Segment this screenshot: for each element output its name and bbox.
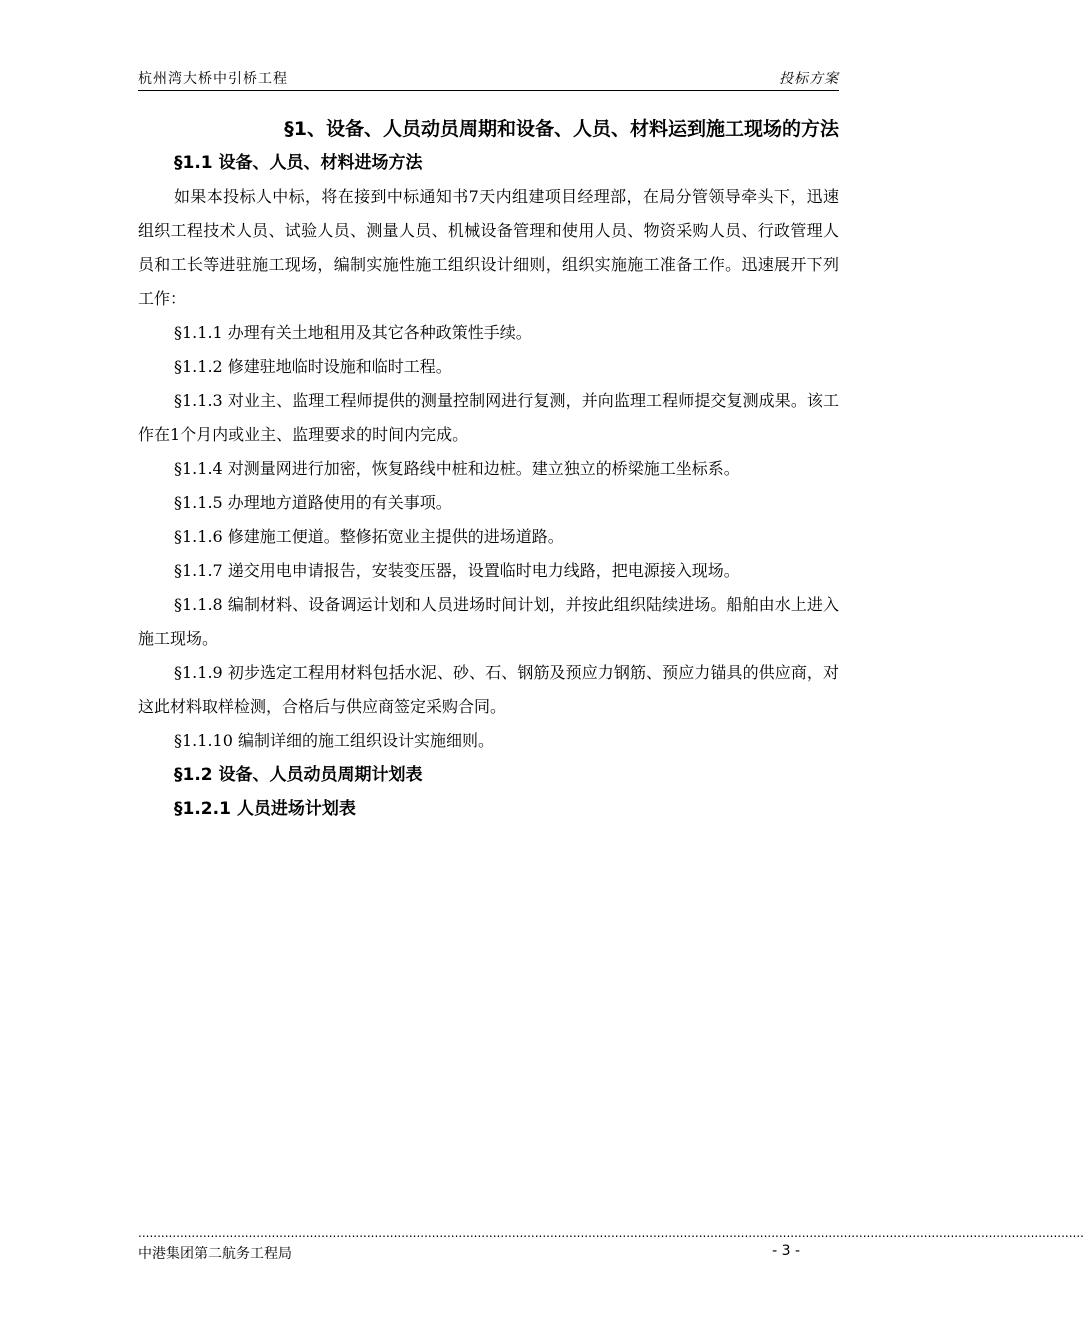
list-item: §1.1.4 对测量网进行加密，恢复路线中桩和边桩。建立独立的桥梁施工坐标系。 [174,459,740,478]
list-item: §1.1.1 办理有关土地租用及其它各种政策性手续。 [174,323,532,342]
header-doc-type: 投标方案 [779,71,839,87]
list-item: §1.1.6 修建施工便道。整修拓宽业主提供的进场道路。 [174,527,564,546]
chapter-title: §1、设备、人员动员周期和设备、人员、材料运到施工现场的方法 [284,118,839,140]
section-heading-1-1: §1.1 设备、人员、材料进场方法 [174,153,423,173]
footer-dotted-rule: ........................................................................................................................................................................................................................................................ [138,1226,1084,1240]
page-footer [138,1243,800,1263]
list-item: §1.1.2 修建驻地临时设施和临时工程。 [174,357,452,376]
page-header [138,68,839,91]
header-project-name: 杭州湾大桥中引桥工程 [138,71,288,87]
list-item: §1.1.3 对业主、监理工程师提供的测量控制网进行复测，并向监理工程师提交复测成果。该工作在1个月内或业主、监理要求的时间内完成。 [138,391,839,444]
section-heading-1-2: §1.2 设备、人员动员周期计划表 [174,765,423,785]
list-item: §1.1.9 初步选定工程用材料包括水泥、砂、石、钢筋及预应力钢筋、预应力锚具的供应商，对这此材料取样检测，合格后与供应商签定采购合同。 [138,663,839,716]
document-body [138,112,839,826]
footer-company: 中港集团第二航务工程局 [138,1246,292,1262]
page-number: - 3 - [772,1243,800,1259]
section-heading-1-2-1: §1.2.1 人员进场计划表 [174,799,356,819]
list-item: §1.1.10 编制详细的施工组织设计实施细则。 [174,731,494,750]
list-item: §1.1.7 递交用电申请报告，安装变压器，设置临时电力线路，把电源接入现场。 [174,561,740,580]
intro-paragraph: 如果本投标人中标，将在接到中标通知书7天内组建项目经理部，在局分管领导牵头下，迅速组织工程技术人员、试验人员、测量人员、机械设备管理和使用人员、物资采购人员、行政管理人员和工长等进驻施工现场，编制实施性施工组织设计细则，组织实施施工准备工作。迅速展开下列工作： [138,187,839,308]
list-item: §1.1.5 办理地方道路使用的有关事项。 [174,493,452,512]
list-item: §1.1.8 编制材料、设备调运计划和人员进场时间计划，并按此组织陆续进场。船舶由水上进入施工现场。 [138,595,839,648]
